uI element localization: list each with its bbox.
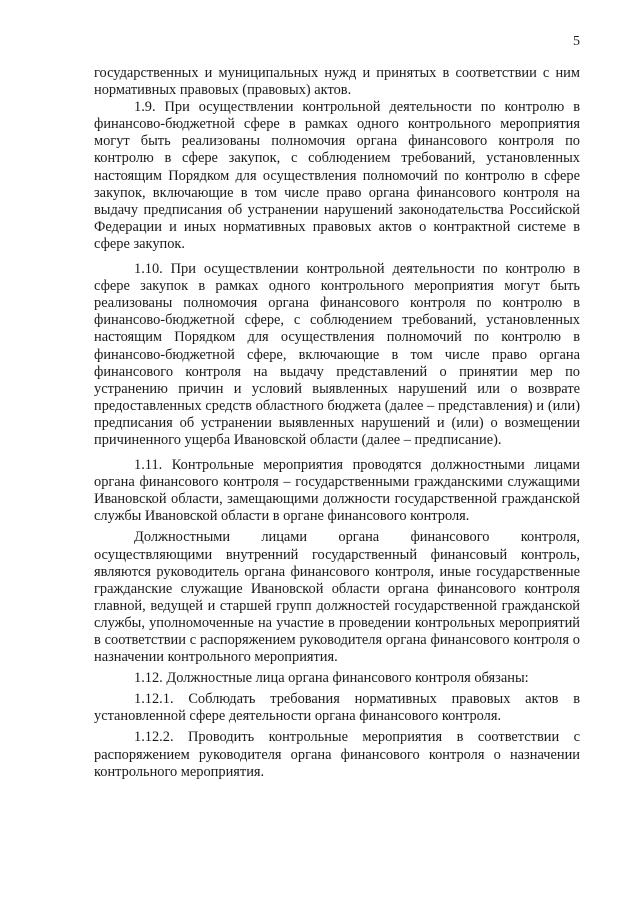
paragraph-1-12-1: 1.12.1. Соблюдать требования нормативных правовых актов в установленной сфере деятельности органа финансового контроля. — [94, 691, 580, 725]
paragraph-1-9: 1.9. При осуществлении контрольной деятельности по контролю в финансово-бюджетной сфере в рамках одного контрольного мероприятия могут быть реализованы полномочия органа финансового контроля по контролю в сфере закупок, с соблюдением требований, установленных настоящим Порядком для осуществления полномочий по контролю в сфере закупок, включающие в том числе право органа финансового контроля на выдачу предписания об устранении нарушений законодательства Российской Федерации и иных нормативных правовых актов о контрактной системе в сфере закупок. — [94, 99, 580, 252]
paragraph-1-11-officials: Должностными лицами органа финансового контроля, осуществляющими внутренний государственный финансовый контроль, являются руководитель органа финансового контроля, иные государственные гражданские служащие Ивановской области органа финансового контроля главной, ведущей и старшей групп должностей государственной гражданской службы, уполномоченные на участие в проведении контрольных мероприятий в соответствии с распоряжением руководителя органа финансового контроля о назначении контрольного мероприятия. — [94, 529, 580, 666]
paragraph-1-11: 1.11. Контрольные мероприятия проводятся должностными лицами органа финансового контроля – государственными гражданскими служащими Ивановской области, замещающими должности государственной гражданской службы Ивановской области в органе финансового контроля. — [94, 457, 580, 525]
paragraph-1-12: 1.12. Должностные лица органа финансового контроля обязаны: — [134, 670, 529, 687]
paragraph-continuation: государственных и муниципальных нужд и принятых в соответствии с ним нормативных правовых (правовых) актов. — [94, 65, 580, 99]
page-number: 5 — [573, 34, 580, 49]
paragraph-1-12-2: 1.12.2. Проводить контрольные мероприятия в соответствии с распоряжением руководителя органа финансового контроля о назначении контрольного мероприятия. — [94, 729, 580, 780]
document-body — [94, 65, 580, 781]
paragraph-1-10: 1.10. При осуществлении контрольной деятельности по контролю в сфере закупок в рамках одного контрольного мероприятия могут быть реализованы полномочия органа финансового контроля по контролю в финансово-бюджетной сфере, с соблюдением требований, установленных настоящим Порядком для осуществления полномочий по контролю в финансово-бюджетной сфере, включающие в том числе право органа финансового контроля на выдачу представлений о принятии мер по устранению причин и условий выявленных нарушений или о возврате предоставленных средств областного бюджета (далее – представления) и (или) предписания об устранении выявленных нарушений и (или) о возмещении причиненного ущерба Ивановской области (далее – предписание). — [94, 261, 580, 448]
